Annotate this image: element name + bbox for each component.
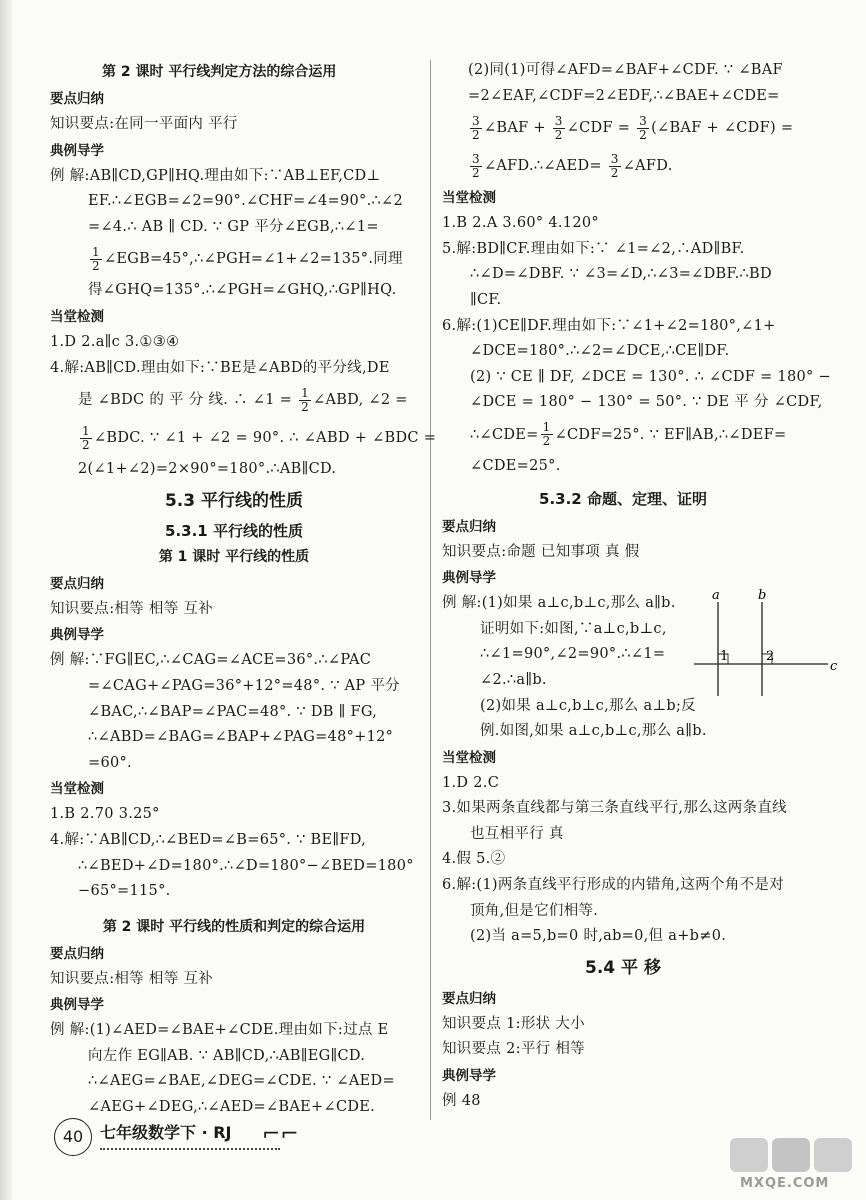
section-heading: 典例导学 (442, 570, 496, 587)
subsection-heading: 5.3.1 平行线的性质 (165, 521, 303, 540)
lesson-title: 第 2 课时 平行线的性质和判定的综合运用 (102, 918, 366, 935)
answer-line: $\frac{1}{2}$ ∠EGB=45°,∴∠PGH=∠1+∠2=135°.同理 (92, 244, 403, 273)
answer-line: ∴∠1=90°,∠2=90°.∴∠1= (480, 646, 666, 663)
section-heading: 典例导学 (50, 627, 104, 644)
answer-line: $\frac{3}{2}$ ∠AFD.∴∠AED= $\frac{3}{2}$ ∠AFD. (472, 151, 673, 180)
answer-line: =60°. (88, 754, 132, 771)
knowledge-point: 知识要点:命题 已知事项 真 假 (442, 543, 640, 560)
answer-line: EF.∴∠EGB=∠2=90°.∠CHF=∠4=90°.∴∠2 (88, 193, 404, 210)
fraction: $\frac{3}{2}$ (472, 113, 480, 142)
answer-line: 是 ∠BDC 的 平 分 线. ∴ ∠1 = $\frac{1}{2}$ ∠ABD, ∠2 = (78, 385, 408, 414)
answer-line: 1.B 2.70 3.25° (50, 806, 160, 823)
label-c: c (830, 659, 838, 674)
section-heading: 要点归纳 (50, 91, 104, 107)
section-heading: 当堂检测 (50, 781, 104, 798)
answer-line: −65°=115°. (78, 883, 171, 900)
lesson-title: 第 1 课时 平行线的性质 (158, 548, 310, 565)
answer-line: ∠DCE = 180° − 130° = 50°. ∵ DE 平 分 ∠CDF, (470, 394, 823, 411)
answer-line: 也互相平行 真 (470, 825, 564, 842)
watermark-text: MXQE.COM (740, 1176, 830, 1191)
perpendicular-lines-figure (690, 588, 840, 700)
answer-line: ∠BAC,∴∠BAP=∠PAC=48°. ∵ DB ∥ FG, (88, 703, 378, 720)
section-heading: 当堂检测 (50, 308, 104, 325)
fraction: $\frac{1}{2}$ (542, 420, 551, 449)
label-b: b (758, 588, 767, 603)
answer-line: ∠DCE=180°.∴∠2=∠DCE,∴CE∥DF. (470, 343, 730, 360)
answer-line: 6.解:(1)CE∥DF.理由如下:∵∠1+∠2=180°,∠1+ (442, 317, 776, 334)
answer-line: $\frac{1}{2}$ ∠BDC. ∵ ∠1 + ∠2 = 90°. ∴ ∠ABD + ∠BDC = (82, 423, 437, 452)
fraction: $\frac{1}{2}$ (82, 423, 90, 452)
answer-line: 1.D 2.a∥c 3.①③④ (50, 333, 180, 350)
footer-decoration-icon: ⌐⌐ (262, 1122, 299, 1147)
knowledge-point: 知识要点 2:平行 相等 (442, 1041, 585, 1058)
fraction: $\frac{3}{2}$ (472, 151, 480, 180)
answer-line: $\frac{3}{2}$ ∠BAF + $\frac{3}{2}$ ∠CDF = $\frac{3}{2}$ (∠BAF + ∠CDF) = (472, 113, 794, 142)
page-edge (0, 0, 12, 1200)
answer-line: ∴∠BED+∠D=180°.∴∠D=180°−∠BED=180° (78, 857, 414, 874)
section-heading: 典例导学 (50, 142, 104, 159)
answer-line: =∠CAG+∠PAG=36°+12°=48°. ∵ AP 平分 (88, 677, 400, 694)
angle-2-label: 2 (766, 649, 775, 664)
answer-line: ∴∠CDE= $\frac{1}{2}$ ∠CDF=25°. ∵ EF∥AB,∴∠DEF= (470, 420, 787, 449)
answer-line: (2)如果 a⊥c,b⊥c,那么 a⊥b;反 (480, 697, 696, 714)
answer-line: (2)当 a=5,b=0 时,ab=0,但 a+b≠0. (470, 928, 727, 945)
answer-line: 3.如果两条直线都与第三条直线平行,那么这两条直线 (442, 800, 787, 817)
fraction: $\frac{3}{2}$ (610, 151, 619, 180)
section-heading: 当堂检测 (442, 190, 496, 207)
fraction: $\frac{1}{2}$ (92, 244, 100, 273)
answer-line: 2(∠1+∠2)=2×90°=180°.∴AB∥CD. (78, 461, 337, 478)
knowledge-point: 知识要点 1:形状 大小 (442, 1015, 585, 1032)
answer-line: =∠4.∴ AB ∥ CD. ∵ GP 平分∠EGB,∴∠1= (88, 218, 379, 235)
column-divider (430, 60, 431, 1120)
answer-line: ∴∠D=∠DBF. ∵ ∠3=∠D,∴∠3=∠DBF.∴BD (470, 266, 772, 283)
left-column (50, 58, 437, 1121)
section-heading: 要点归纳 (442, 518, 496, 535)
answer-line: ∠CDE=25°. (470, 457, 561, 474)
chapter-heading: 5.4 平 移 (585, 957, 661, 978)
answer-line: 例 解:AB∥CD,GP∥HQ.理由如下:∵AB⊥EF,CD⊥ (50, 167, 381, 184)
knowledge-point: 知识要点:相等 相等 互补 (50, 970, 214, 987)
label-a: a (712, 588, 720, 603)
answer-line: 例 48 (442, 1093, 481, 1110)
answer-line: 4.假 5.② (442, 851, 506, 868)
section-heading: 典例导学 (50, 997, 104, 1014)
answer-line: 例 解:∵FG∥EC,∴∠CAG=∠ACE=36°.∴∠PAC (50, 652, 372, 669)
answer-line: 向左作 EG∥AB. ∵ AB∥CD,∴AB∥EG∥CD. (88, 1047, 366, 1064)
section-heading: 要点归纳 (442, 990, 496, 1007)
answer-line: ∠2.∴a∥b. (480, 671, 547, 688)
right-column (442, 58, 831, 1115)
section-heading: 典例导学 (442, 1068, 496, 1085)
fraction: $\frac{3}{2}$ (554, 113, 563, 142)
section-heading: 要点归纳 (50, 945, 104, 962)
fraction: $\frac{3}{2}$ (639, 113, 648, 142)
answer-line: ∠AEG+∠DEG,∴∠AED=∠BAE+∠CDE. (88, 1099, 376, 1116)
chapter-heading: 5.3 平行线的性质 (164, 490, 304, 511)
answer-line: 4.解:AB∥CD.理由如下:∵BE是∠ABD的平分线,DE (50, 359, 390, 376)
knowledge-point: 知识要点:在同一平面内 平行 (50, 116, 238, 132)
answer-line: 1.D 2.C (442, 774, 500, 791)
knowledge-point: 知识要点:相等 相等 互补 (50, 600, 214, 617)
subsection-heading: 5.3.2 命题、定理、证明 (539, 489, 707, 508)
answer-line: 例 解:(1)∠AED=∠BAE+∠CDE.理由如下:过点 E (50, 1022, 389, 1039)
answer-line: 例 解:(1)如果 a⊥c,b⊥c,那么 a∥b. (442, 595, 676, 612)
answer-line: 6.解:(1)两条直线平行形成的内错角,这两个角不是对 (442, 877, 784, 894)
answer-line: (2)同(1)可得∠AFD=∠BAF+∠CDF. ∵ ∠BAF (468, 62, 783, 78)
answer-line: (2) ∵ CE ∥ DF, ∠DCE = 130°. ∴ ∠CDF = 180° − (470, 368, 831, 385)
answer-line: 1.B 2.A 3.60° 4.120° (442, 215, 599, 232)
section-heading: 要点归纳 (50, 575, 104, 592)
answer-line: =2∠EAF,∠CDF=2∠EDF,∴∠BAE+∠CDE= (468, 87, 780, 104)
page-number: 40 (54, 1118, 92, 1156)
answer-line: 5.解:BD∥CF.理由如下:∵ ∠1=∠2,∴AD∥BF. (442, 240, 745, 257)
angle-1-label: 1 (720, 649, 729, 664)
answer-line: 4.解:∵AB∥CD,∴∠BED=∠B=65°. ∵ BE∥FD, (50, 831, 367, 848)
answer-line: 例.如图,如果 a⊥c,b⊥c,那么 a∥b. (480, 723, 707, 740)
answer-line: 证明如下:如图,∵a⊥c,b⊥c, (480, 620, 667, 637)
answer-line: ∴∠ABD=∠BAG=∠BAP+∠PAG=48°+12° (88, 729, 394, 746)
answer-line: 顶角,但是它们相等. (470, 902, 599, 919)
fraction: $\frac{1}{2}$ (301, 385, 309, 414)
answer-line: ∥CF. (470, 291, 502, 308)
book-title: 七年级数学下 · RJ (100, 1123, 232, 1142)
answer-line: ∴∠AEG=∠BAE,∠DEG=∠CDE. ∵ ∠AED= (88, 1073, 395, 1090)
footer-dotted-rule (100, 1148, 280, 1150)
lesson-title: 第 2 课时 平行线判定方法的综合运用 (102, 64, 337, 80)
section-heading: 当堂检测 (442, 749, 496, 766)
answer-line: 得∠GHQ=135°.∴∠PGH=∠GHQ,∴GP∥HQ. (88, 282, 397, 299)
